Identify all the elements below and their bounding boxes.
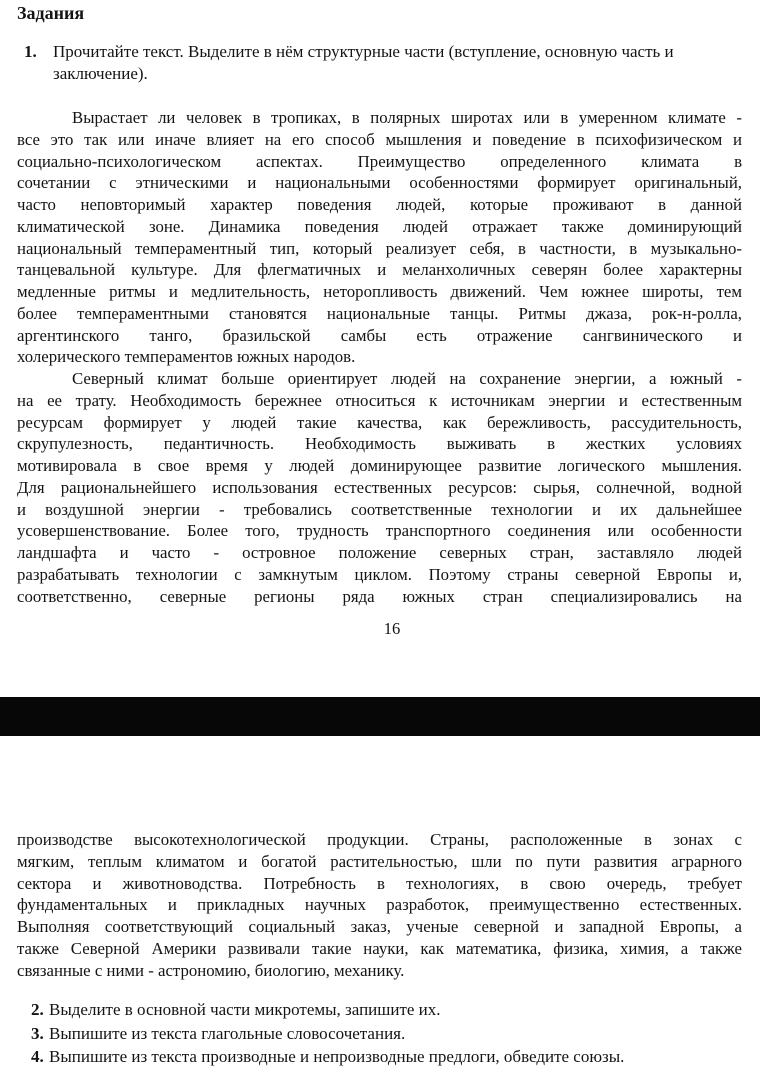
text-line: все это так или иначе влияет на его способ мышления и поведение в психофизическом и	[17, 129, 742, 149]
text-line: соответственно, северные регионы ряда южных стран специализировались на	[17, 586, 742, 606]
text-line: на ее трату. Необходимость бережнее относиться к источникам энергии и естественным	[17, 390, 742, 410]
task-item-3	[31, 1022, 743, 1046]
text-line: Вырастает ли человек в тропиках, в полярных широтах или в умеренном климате -	[72, 108, 742, 127]
text-line: ландшафта и часто - островное положение северных стран, заставляло людей	[17, 543, 742, 562]
task-list	[31, 998, 743, 1069]
task-number-2: 2.	[31, 1000, 44, 1019]
task-number-4: 4.	[31, 1047, 44, 1067]
task-item-1	[24, 41, 740, 85]
text-line: холерического темпераментов южных народов.	[17, 347, 356, 367]
text-line: Прочитайте текст. Выделите в нём структурные части (вступление, основную часть и	[53, 42, 674, 61]
text-line: Северный климат больше ориентирует людей на сохранение энергии, а южный -	[72, 369, 742, 388]
task-text-4: Выпишите из текста производные и непроизводные предлоги, обведите союзы.	[49, 1047, 625, 1067]
paragraph-2	[17, 368, 742, 607]
text-line: часто неповторимый характер поведения людей, которые проживают в данной	[17, 195, 742, 214]
paragraph-1	[17, 107, 742, 368]
text-line: также Северной Америки развивали такие науки, как математика, физика, химия, а также	[17, 938, 742, 958]
text-line: связанные с ними - астрономию, биологию, механику.	[17, 960, 405, 980]
text-line: ресурсам формирует у людей такие качества, как бережливость, рассудительность,	[17, 412, 742, 432]
text-line: аргентинского танго, бразильской самбы есть отражение сангвинического и	[17, 325, 742, 345]
text-line: и воздушной энергии - требовались соответственные технологии и их дальнейшее	[17, 499, 742, 519]
text-line: танцевальной культуре. Для флегматичных и меланхоличных северян более характерны	[17, 260, 742, 280]
task-text-2: Выделите в основной части микротемы, запишите их.	[49, 1000, 441, 1019]
task-item-2	[31, 998, 743, 1022]
text-line: социально-психологическом аспектах. Преимущество определенного климата в	[17, 151, 742, 171]
text-line: скрупулезность, педантичность. Необходимость выживать в жестких условиях	[17, 434, 742, 454]
text-line: национальный темпераментный тип, который реализует себя, в частности, в музыкально-	[17, 238, 742, 258]
paragraph-3	[17, 829, 742, 981]
text-line: фундаментальных и прикладных научных разработок, преимущественно естественных.	[17, 895, 742, 915]
text-line: производстве высокотехнологической продукции. Страны, расположенные в зонах с	[17, 830, 742, 849]
task-item-4	[31, 1045, 743, 1069]
text-line: сектора и животноводства. Потребность в технологиях, в свою очередь, требует	[17, 873, 742, 893]
text-line: мягким, теплым климатом и богатой растительностью, шли по пути развития аграрного	[17, 851, 742, 871]
text-line: Выполняя соответствующий социальный заказ, ученые северной и западной Европы, а	[17, 917, 742, 936]
text-line: усовершенствование. Более того, трудность транспортного соединения или особенности	[17, 521, 742, 541]
text-line: медленные ритмы и медлительность, неторопливость движений. Чем южнее широты, тем	[17, 282, 742, 301]
task-number-3: 3.	[31, 1023, 44, 1043]
page-number: 16	[383, 619, 401, 638]
text-line: Для рациональнейшего использования естественных ресурсов: сырья, солнечной, водной	[17, 477, 742, 497]
task-text-3: Выпишите из текста глагольные словосочетания.	[49, 1023, 406, 1043]
text-line: климатической зоне. Динамика поведения людей отражает также доминирующий	[17, 216, 742, 236]
text-line: сочетании с этническими и национальными особенностями формирует оригинальный,	[17, 173, 742, 193]
text-line: мотивировала в свое время у людей доминирующее развитие логического мышления.	[17, 456, 742, 475]
black-divider-bar	[0, 697, 760, 736]
article-bottom-section	[17, 829, 742, 981]
task-number-1: 1.	[24, 42, 37, 61]
text-line: более темпераментными становятся национальные танцы. Ритмы джаза, рок-н-ролла,	[17, 303, 742, 323]
page-title: Задания	[17, 3, 85, 23]
text-line: заключение).	[53, 64, 148, 83]
article-top-section	[17, 107, 742, 607]
text-line: разрабатывать технологии с замкнутым циклом. Поэтому страны северной Европы и,	[17, 564, 742, 584]
task-text-1	[53, 41, 740, 85]
